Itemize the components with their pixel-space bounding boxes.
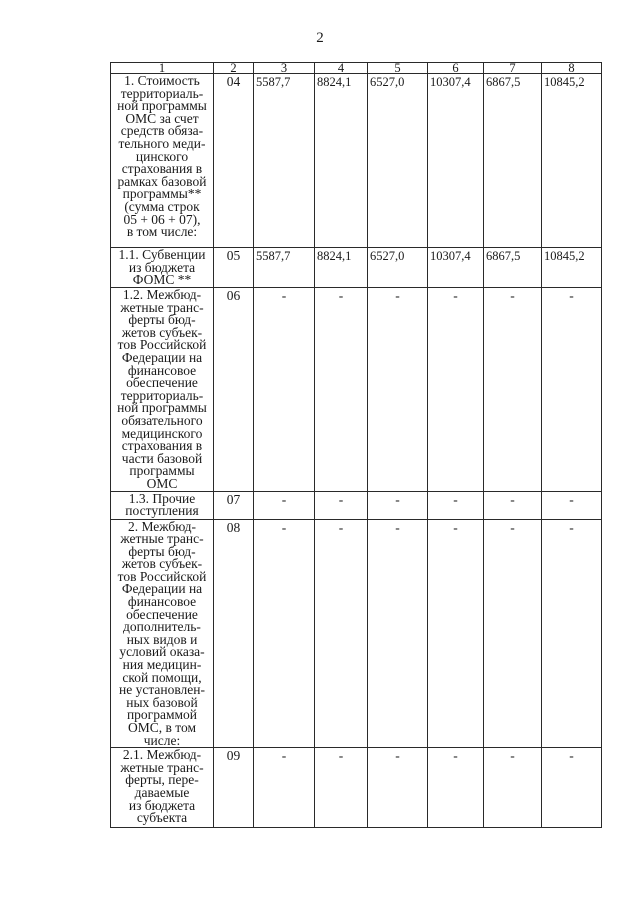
value-cell: - bbox=[254, 491, 315, 519]
row-label-line: ОМС за счет bbox=[125, 110, 199, 126]
table-row bbox=[111, 519, 602, 748]
row-label-line: ферты бюд- bbox=[128, 312, 196, 328]
value-cell: - bbox=[484, 748, 542, 828]
value-cell: - bbox=[315, 491, 368, 519]
row-label-line: цинского bbox=[135, 148, 189, 164]
table-row bbox=[111, 288, 602, 492]
row-label bbox=[111, 288, 214, 492]
row-label-line: жетные транс- bbox=[120, 759, 204, 775]
value-cell: 6527,0 bbox=[368, 248, 428, 288]
row-label-line: из бюджета bbox=[128, 797, 196, 813]
row-label-line: Федерации на bbox=[121, 581, 203, 597]
value-cell: - bbox=[428, 519, 484, 748]
row-label-line: ферты, пере- bbox=[125, 772, 199, 788]
row-label-line: средств обяза- bbox=[120, 123, 204, 139]
value-cell: - bbox=[368, 288, 428, 492]
row-label-line: программы** bbox=[122, 186, 202, 202]
value-cell: - bbox=[484, 491, 542, 519]
row-label-line: территориаль- bbox=[120, 387, 204, 403]
row-label-line: из бюджета bbox=[128, 259, 196, 275]
row-code: 04 bbox=[214, 74, 254, 248]
row-label-line: тов Российской bbox=[117, 337, 207, 353]
row-code: 05 bbox=[214, 248, 254, 288]
column-number-cell: 1 bbox=[111, 63, 214, 74]
value-cell: - bbox=[315, 748, 368, 828]
row-label-line: не установлен- bbox=[118, 682, 205, 698]
row-label-line: поступления bbox=[125, 503, 199, 519]
column-number-cell: 5 bbox=[368, 63, 428, 74]
row-label-line: в том числе: bbox=[126, 224, 198, 240]
value-cell: - bbox=[368, 491, 428, 519]
row-label-line: 2. Межбюд- bbox=[127, 519, 197, 534]
value-cell: - bbox=[254, 288, 315, 492]
value-cell: 10845,2 bbox=[542, 74, 602, 248]
row-code: 09 bbox=[214, 748, 254, 828]
value-cell: 10307,4 bbox=[428, 248, 484, 288]
row-label-line: числе: bbox=[143, 732, 181, 748]
row-label-line: ферты бюд- bbox=[128, 543, 196, 559]
value-cell: 6867,5 bbox=[484, 74, 542, 248]
row-label-line: финансовое bbox=[127, 362, 197, 378]
row-label-line: территориаль- bbox=[120, 85, 204, 101]
value-cell: - bbox=[254, 748, 315, 828]
column-number-cell: 7 bbox=[484, 63, 542, 74]
row-label-line: жетов субъек- bbox=[121, 556, 203, 572]
table-row bbox=[111, 748, 602, 828]
row-label-line: ной программы bbox=[117, 98, 207, 114]
value-cell: 8824,1 bbox=[315, 74, 368, 248]
table-row bbox=[111, 491, 602, 519]
row-label-line: Федерации на bbox=[121, 349, 203, 365]
row-label-line: медицинского bbox=[121, 425, 203, 441]
row-label-line: части базовой bbox=[121, 450, 203, 466]
row-label-line: даваемые bbox=[134, 784, 190, 800]
value-cell: 6867,5 bbox=[484, 248, 542, 288]
row-label-line: 05 + 06 + 07), bbox=[123, 211, 201, 227]
row-label-line: обязательного bbox=[121, 412, 203, 428]
value-cell: - bbox=[428, 748, 484, 828]
row-label-line: жетов субъек- bbox=[121, 324, 203, 340]
value-cell: - bbox=[428, 288, 484, 492]
row-label-line: тельного меди- bbox=[118, 135, 206, 151]
row-label-line: программы bbox=[129, 463, 195, 479]
value-cell: - bbox=[315, 519, 368, 748]
column-number-cell: 6 bbox=[428, 63, 484, 74]
row-label-line: 1. Стоимость bbox=[124, 73, 200, 88]
value-cell: - bbox=[254, 519, 315, 748]
row-code: 06 bbox=[214, 288, 254, 492]
column-number-cell: 3 bbox=[254, 63, 315, 74]
row-label-line: ных базовой bbox=[126, 694, 198, 710]
row-label-line: условий оказа- bbox=[119, 644, 205, 660]
row-label-line: дополнитель- bbox=[123, 619, 201, 635]
value-cell: 5587,7 bbox=[254, 74, 315, 248]
row-label-line: жетные транс- bbox=[120, 531, 204, 547]
row-label-line: 2.1. Межбюд- bbox=[122, 747, 202, 763]
row-label-line: ОМС bbox=[146, 475, 178, 491]
value-cell: 6527,0 bbox=[368, 74, 428, 248]
row-label-line: страхования в bbox=[121, 161, 203, 177]
row-label-line: ных видов и bbox=[126, 631, 198, 647]
value-cell: 8824,1 bbox=[315, 248, 368, 288]
row-label-line: 1.2. Межбюд- bbox=[122, 287, 202, 302]
row-label-line: тов Российской bbox=[117, 568, 207, 584]
page-number: 2 bbox=[316, 30, 324, 46]
row-label bbox=[111, 248, 214, 288]
row-label-line: программой bbox=[126, 707, 198, 723]
row-label-line: ния медицин- bbox=[122, 657, 202, 673]
row-label-line: ФОМС ** bbox=[132, 272, 192, 288]
table-row bbox=[111, 74, 602, 248]
row-label bbox=[111, 491, 214, 519]
value-cell: - bbox=[484, 288, 542, 492]
row-label-line: (сумма строк bbox=[124, 198, 200, 214]
value-cell: - bbox=[315, 288, 368, 492]
row-label-line: страхования в bbox=[121, 438, 203, 454]
row-label bbox=[111, 748, 214, 828]
row-label-line: ской помощи, bbox=[122, 669, 202, 685]
value-cell: - bbox=[542, 491, 602, 519]
row-label-line: 1.3. Прочие bbox=[128, 491, 196, 506]
row-label bbox=[111, 74, 214, 248]
value-cell: 10307,4 bbox=[428, 74, 484, 248]
column-number-cell: 2 bbox=[214, 63, 254, 74]
column-number-cell: 4 bbox=[315, 63, 368, 74]
row-label-line: ной программы bbox=[117, 400, 207, 416]
column-number-cell: 8 bbox=[542, 63, 602, 74]
value-cell: 10845,2 bbox=[542, 248, 602, 288]
value-cell: - bbox=[368, 748, 428, 828]
row-label bbox=[111, 519, 214, 748]
row-label-line: жетные транс- bbox=[120, 299, 204, 315]
row-label-line: обеспечение bbox=[126, 606, 198, 622]
row-label-line: рамках базовой bbox=[117, 173, 207, 189]
row-label-line: субъекта bbox=[136, 810, 188, 826]
value-cell: - bbox=[542, 748, 602, 828]
value-cell: - bbox=[542, 288, 602, 492]
value-cell: - bbox=[428, 491, 484, 519]
value-cell: - bbox=[542, 519, 602, 748]
row-code: 08 bbox=[214, 519, 254, 748]
value-cell: 5587,7 bbox=[254, 248, 315, 288]
table-row bbox=[111, 248, 602, 288]
row-label-line: обеспечение bbox=[126, 375, 198, 391]
financing-table bbox=[110, 62, 602, 828]
value-cell: - bbox=[484, 519, 542, 748]
row-code: 07 bbox=[214, 491, 254, 519]
row-label-line: финансовое bbox=[127, 594, 197, 610]
value-cell: - bbox=[368, 519, 428, 748]
row-label-line: ОМС, в том bbox=[127, 720, 196, 735]
column-number-row bbox=[111, 63, 602, 74]
row-label-line: 1.1. Субвенции bbox=[118, 247, 206, 262]
